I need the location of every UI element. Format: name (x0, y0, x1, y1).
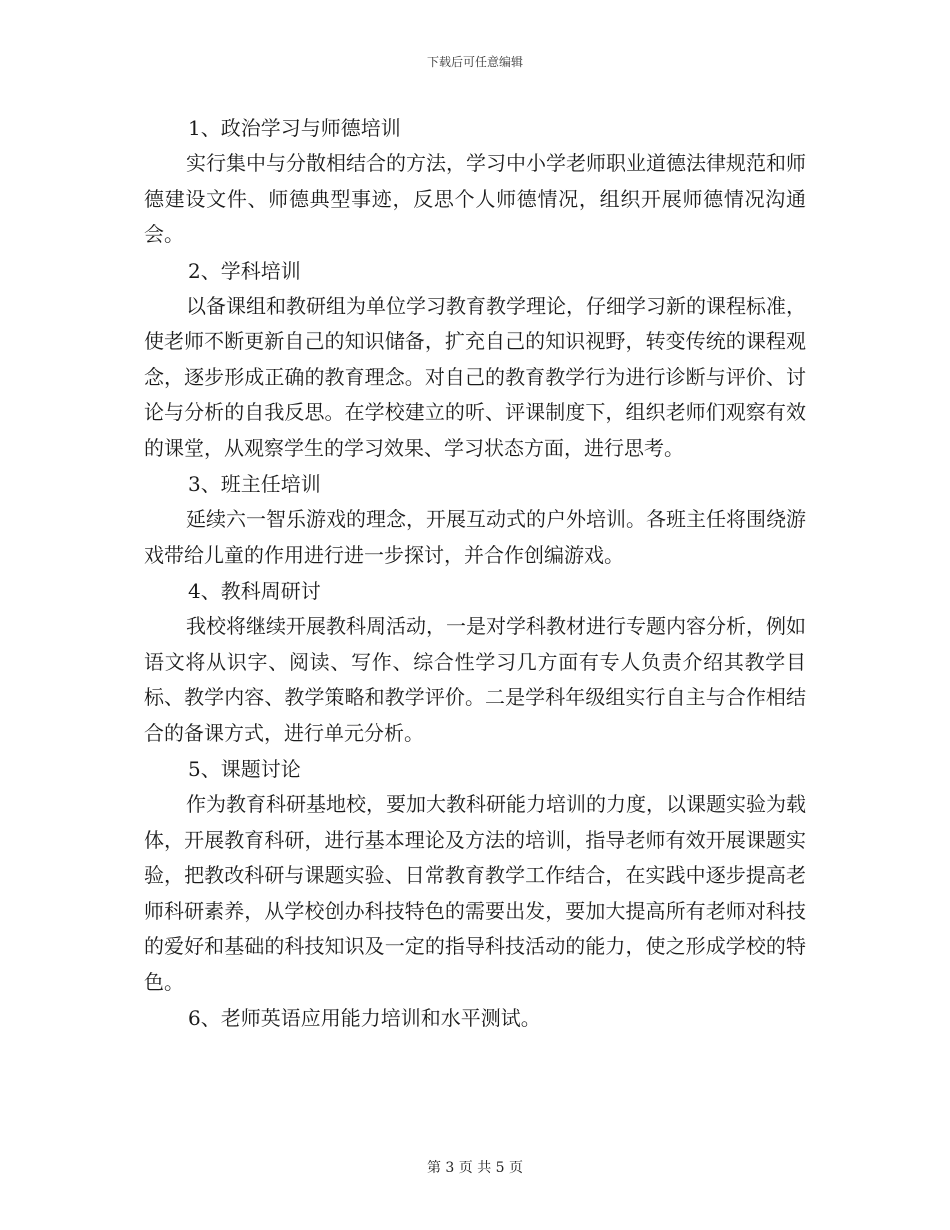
section-heading: 6、老师英语应用能力培训和水平测试。 (188, 1006, 541, 1030)
page-footer: 第 3 页 共 5 页 (426, 1160, 524, 1176)
section-5 (144, 751, 806, 1000)
section-2 (144, 253, 806, 467)
section-heading: 4、教科周研讨 (188, 579, 321, 603)
section-heading: 2、学科培训 (188, 258, 301, 283)
section-paragraph: 延续六一智乐游戏的理念，开展互动式的户外培训。各班主任将围绕游戏带给儿童的作用进行进一步探讨，并合作创编游戏。 (144, 507, 806, 567)
section-paragraph: 以备课组和教研组为单位学习教育教学理论，仔细学习新的课程标准，使老师不断更新自己的知识储备，扩充自己的知识视野，转变传统的课程观念，逐步形成正确的教育理念。对自己的教育教学行为进行诊断与评价、讨论与分析的自我反思。在学校建立的听、评课制度下，组织老师们观察有效的课堂，从观察学生的学习效果、学习状态方面，进行思考。 (144, 293, 806, 460)
section-paragraph: 实行集中与分散相结合的方法，学习中小学老师职业道德法律规范和师德建设文件、师德典型事迹，反思个人师德情况，组织开展师德情况沟通会。 (144, 151, 806, 246)
section-heading: 3、班主任培训 (188, 472, 321, 496)
section-4 (144, 573, 806, 751)
document-body (144, 110, 806, 1036)
section-paragraph: 我校将继续开展教科周活动，一是对学科教材进行专题内容分析，例如语文将从识字、阅读、写作、综合性学习几方面有专人负责介绍其教学目标、教学内容、教学策略和教学评价。二是学科年级组实行自主与合作相结合的备课方式，进行单元分析。 (144, 614, 806, 745)
section-heading: 5、课题讨论 (188, 757, 301, 781)
section-1 (144, 110, 806, 253)
section-3 (144, 466, 806, 573)
section-paragraph: 作为教育科研基地校，要加大教科研能力培训的力度，以课题实验为载体，开展教育科研，进行基本理论及方法的培训，指导老师有效开展课题实验，把教改科研与课题实验、日常教育教学工作结合，在实践中逐步提高老师科研素养，从学校创办科技特色的需要出发，要加大提高所有老师对科技的爱好和基础的科技知识及一定的指导科技活动的能力，使之形成学校的特色。 (144, 792, 806, 994)
section-6 (144, 1000, 806, 1036)
page-header: 下载后可任意编辑 (426, 55, 523, 69)
section-heading: 1、政治学习与师德培训 (188, 116, 401, 140)
